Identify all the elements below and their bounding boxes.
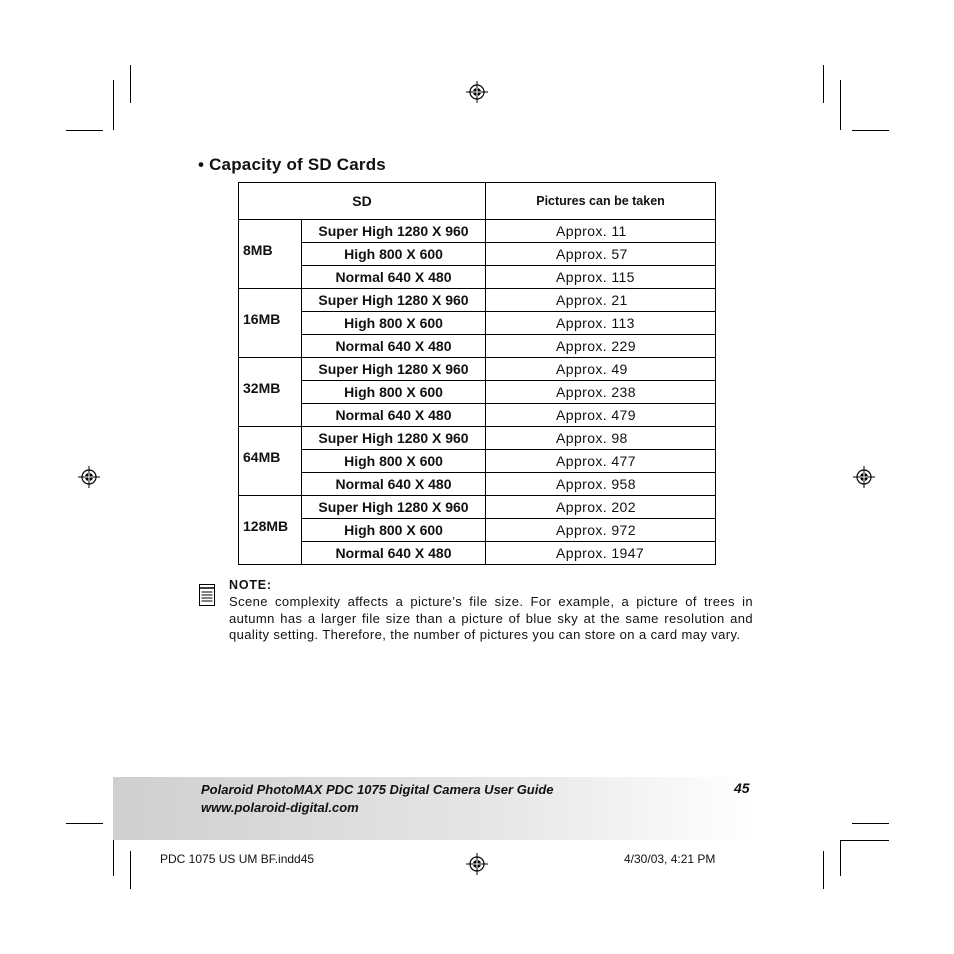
header-sd: SD: [239, 183, 486, 220]
mode-cell: Normal 640 X 480: [302, 404, 486, 427]
mode-cell: Super High 1280 X 960: [302, 358, 486, 381]
mode-cell: Normal 640 X 480: [302, 266, 486, 289]
pictures-cell: Approx. 115: [486, 266, 716, 289]
table-row: [239, 289, 716, 312]
crop-mark: [113, 80, 114, 130]
pictures-cell: Approx. 202: [486, 496, 716, 519]
table-row: [239, 496, 716, 519]
crop-mark: [823, 851, 824, 889]
registration-mark-icon: [853, 466, 875, 488]
mode-cell: High 800 X 600: [302, 312, 486, 335]
guide-title: Polaroid PhotoMAX PDC 1075 Digital Camera User Guide: [201, 782, 554, 797]
mode-cell: Super High 1280 X 960: [302, 220, 486, 243]
card-size: 32MB: [239, 358, 302, 427]
pictures-cell: Approx. 49: [486, 358, 716, 381]
slug-date: 4/30/03, 4:21 PM: [624, 852, 716, 866]
pictures-cell: Approx. 229: [486, 335, 716, 358]
table-row: [239, 312, 716, 335]
mode-cell: Normal 640 X 480: [302, 335, 486, 358]
table-row: [239, 266, 716, 289]
pictures-cell: Approx. 972: [486, 519, 716, 542]
crop-mark: [130, 65, 131, 103]
crop-mark: [66, 130, 103, 131]
registration-mark-icon: [78, 466, 100, 488]
crop-mark: [130, 851, 131, 889]
mode-cell: Normal 640 X 480: [302, 542, 486, 565]
table-row: [239, 404, 716, 427]
crop-mark: [852, 130, 889, 131]
page-number: 45: [734, 780, 750, 796]
pictures-cell: Approx. 98: [486, 427, 716, 450]
pictures-cell: Approx. 479: [486, 404, 716, 427]
table-row: [239, 427, 716, 450]
mode-cell: Super High 1280 X 960: [302, 496, 486, 519]
registration-mark-icon: [466, 853, 488, 875]
card-size: 8MB: [239, 220, 302, 289]
note-body: Scene complexity affects a picture’s file size. For example, a picture of trees in autumn has a larger file size than a picture of blue sky at the same resolution and quality setting. Therefore, the number of pictures you can store on a card may vary.: [229, 594, 753, 642]
card-size: 16MB: [239, 289, 302, 358]
pictures-cell: Approx. 477: [486, 450, 716, 473]
card-size: 128MB: [239, 496, 302, 565]
crop-mark: [840, 80, 841, 130]
notepad-icon: [199, 584, 215, 606]
mode-cell: High 800 X 600: [302, 243, 486, 266]
crop-mark: [823, 65, 824, 103]
mode-cell: Super High 1280 X 960: [302, 427, 486, 450]
table-row: [239, 381, 716, 404]
table-row: [239, 519, 716, 542]
table-row: [239, 220, 716, 243]
note-title: NOTE:: [229, 578, 272, 592]
mode-cell: Super High 1280 X 960: [302, 289, 486, 312]
crop-mark: [66, 823, 103, 824]
mode-cell: High 800 X 600: [302, 450, 486, 473]
mode-cell: High 800 X 600: [302, 519, 486, 542]
table-row: [239, 542, 716, 565]
table-row: [239, 358, 716, 381]
mode-cell: Normal 640 X 480: [302, 473, 486, 496]
table-row: [239, 243, 716, 266]
pictures-cell: Approx. 57: [486, 243, 716, 266]
pictures-cell: Approx. 21: [486, 289, 716, 312]
table-row: [239, 450, 716, 473]
crop-mark: [852, 823, 889, 824]
crop-mark: [840, 840, 889, 841]
table-row: [239, 473, 716, 496]
table-header-row: [239, 183, 716, 220]
crop-mark: [840, 840, 841, 876]
slug-file: PDC 1075 US UM BF.indd45: [160, 852, 315, 866]
pictures-cell: Approx. 238: [486, 381, 716, 404]
mode-cell: High 800 X 600: [302, 381, 486, 404]
pictures-cell: Approx. 958: [486, 473, 716, 496]
pictures-cell: Approx. 11: [486, 220, 716, 243]
crop-mark: [113, 840, 114, 876]
pictures-cell: Approx. 113: [486, 312, 716, 335]
table-row: [239, 335, 716, 358]
header-pictures: Pictures can be taken: [486, 183, 716, 220]
registration-mark-icon: [466, 81, 488, 103]
card-size: 64MB: [239, 427, 302, 496]
section-heading: • Capacity of SD Cards: [198, 155, 386, 174]
guide-url: www.polaroid-digital.com: [201, 800, 359, 815]
capacity-table: [238, 182, 716, 565]
pictures-cell: Approx. 1947: [486, 542, 716, 565]
